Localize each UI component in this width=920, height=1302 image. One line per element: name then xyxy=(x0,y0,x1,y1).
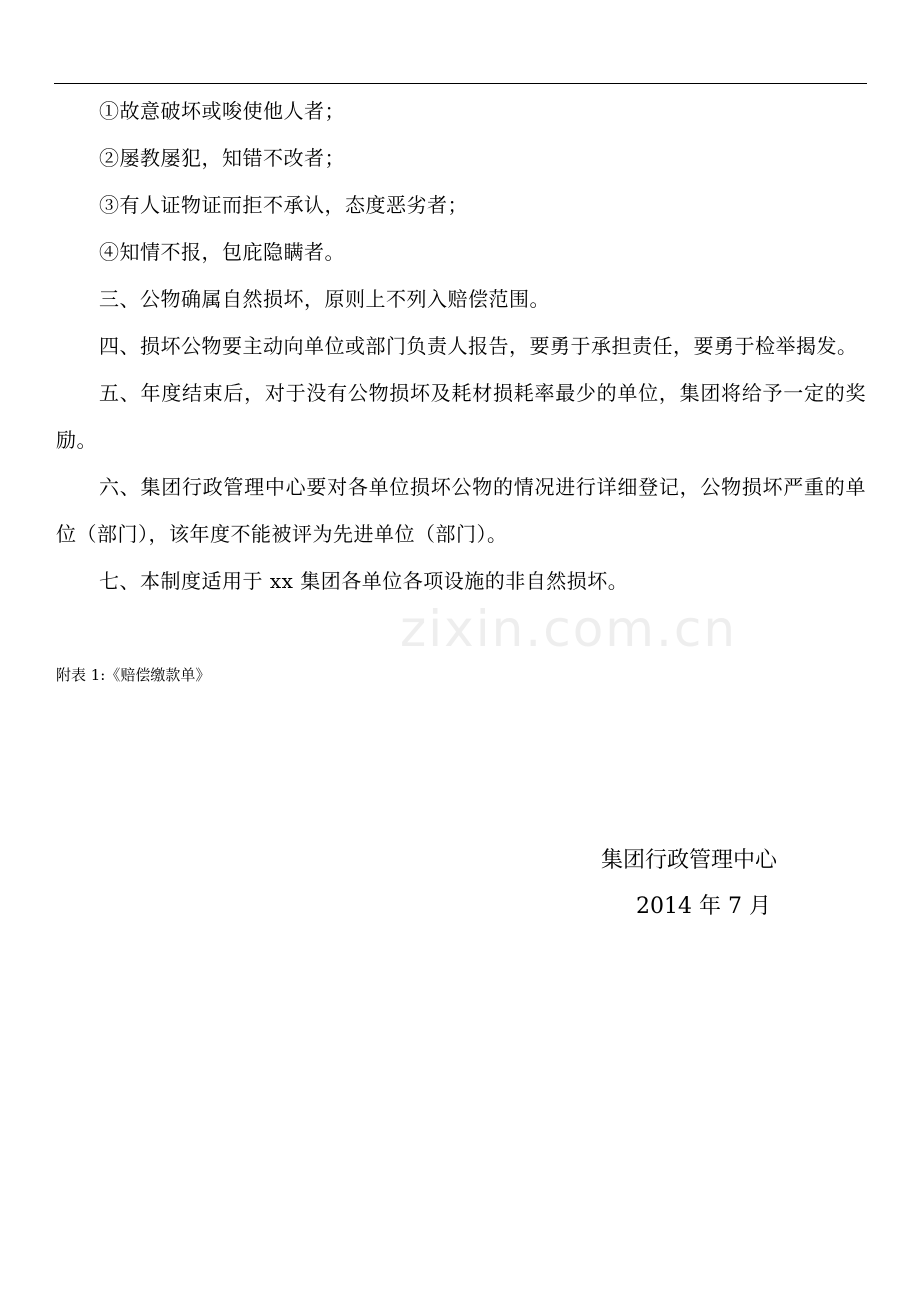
signature-organization: 集团行政管理中心 xyxy=(601,848,778,873)
watermark: zixin.com.cn xyxy=(400,600,738,658)
signature-block xyxy=(601,838,841,930)
clause-item-4: ④知情不报，包庇隐瞒者。 xyxy=(99,240,345,264)
article-seven: 七、本制度适用于 xx 集团各单位各项设施的非自然损坏。 xyxy=(99,569,629,593)
header-rule xyxy=(54,83,867,84)
clause-item-1: ①故意破坏或唆使他人者； xyxy=(99,99,345,123)
article-three: 三、公物确属自然损坏，原则上不列入赔偿范围。 xyxy=(99,287,550,311)
attachment-note: 附表 1:《赔偿缴款单》 xyxy=(56,666,211,684)
article-four: 四、损坏公物要主动向单位或部门负责人报告，要勇于承担责任，要勇于检举揭发。 xyxy=(99,334,858,358)
article-six: 六、集团行政管理中心要对各单位损坏公物的情况进行详细登记，公物损坏严重的单位（部门），该年度不能被评为先进单位（部门）。 xyxy=(56,475,866,546)
clause-item-3: ③有人证物证而拒不承认，态度恶劣者； xyxy=(99,193,468,217)
document-body xyxy=(56,88,866,605)
signature-date: 2014 年 7 月 xyxy=(636,894,771,919)
clause-item-2: ②屡教屡犯，知错不改者； xyxy=(99,146,345,170)
article-five: 五、年度结束后，对于没有公物损坏及耗材损耗率最少的单位，集团将给予一定的奖励。 xyxy=(56,381,866,452)
